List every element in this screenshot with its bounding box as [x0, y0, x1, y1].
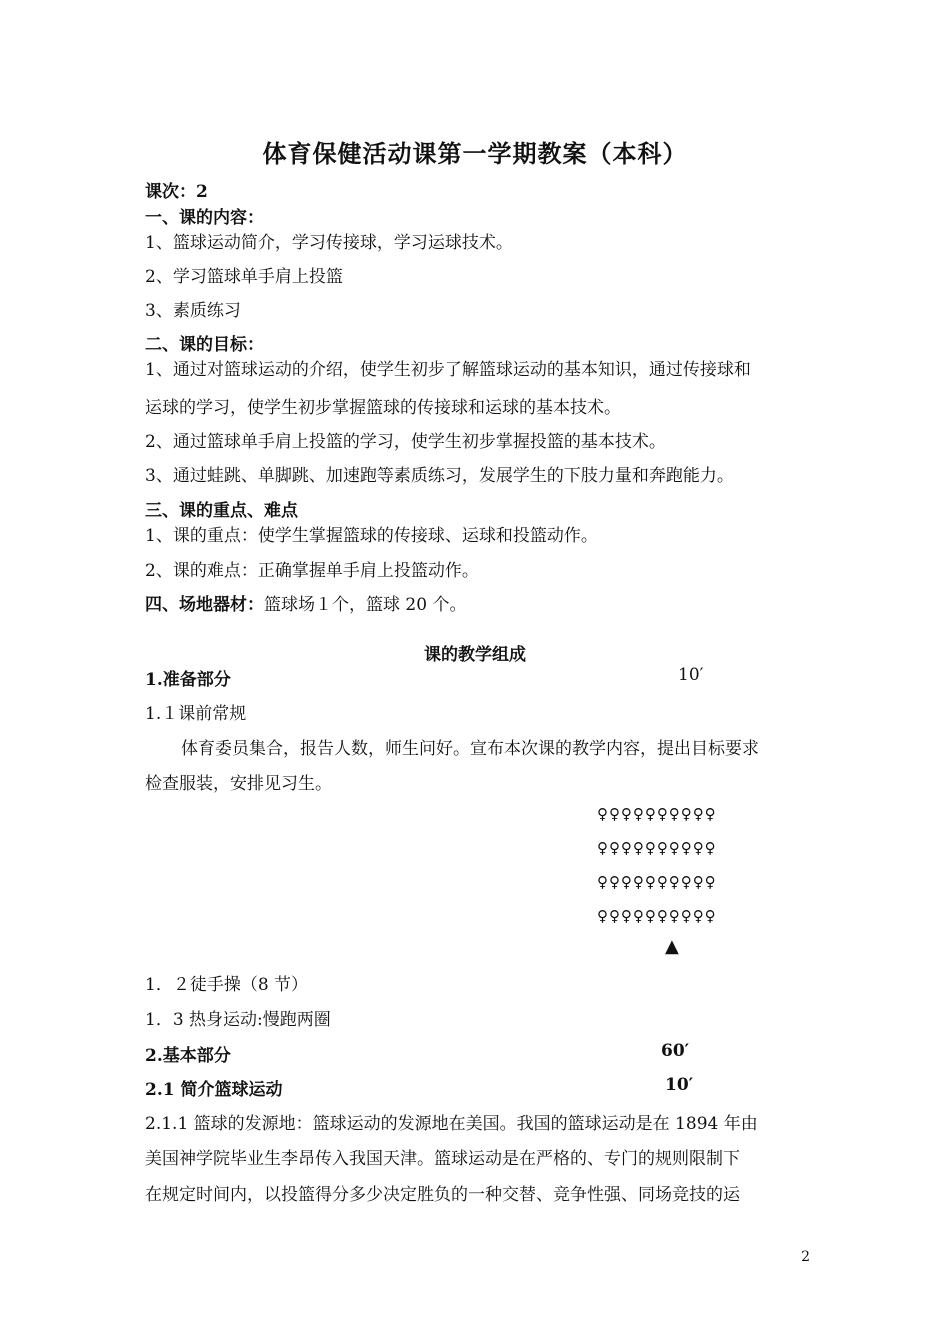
content-item: 3、素质练习: [145, 301, 241, 321]
section-heading-goals: 二、课的目标：: [145, 335, 264, 355]
part2-label: 2.基本部分: [145, 1046, 231, 1066]
goal-item: 运球的学习，使学生初步掌握篮球的传接球和运球的基本技术。: [145, 398, 621, 418]
equipment-text: 篮球场１个，篮球 20 个。: [264, 595, 467, 615]
subsection-1-3: 1．3 热身运动:慢跑两圈: [145, 1010, 331, 1030]
formation-row: ♀♀♀♀♀♀♀♀♀♀: [597, 839, 717, 857]
key-point-item: 1、课的重点：使学生掌握篮球的传接球、运球和投篮动作。: [145, 526, 598, 546]
paragraph-line: 检查服装，安排见习生。: [145, 774, 332, 794]
equipment-line: [145, 590, 466, 615]
content-item: 2、学习篮球单手肩上投篮: [145, 267, 343, 287]
section-heading-content: 一、课的内容：: [145, 208, 264, 228]
equipment-label: 四、场地器材：: [145, 595, 264, 615]
goal-item: 2、通过篮球单手肩上投篮的学习，使学生初步掌握投篮的基本技术。: [145, 432, 666, 452]
page-number: 2: [801, 1249, 810, 1265]
paragraph-line: 在规定时间内，以投篮得分多少决定胜负的一种交替、竞争性强、同场竞技的运: [145, 1185, 740, 1205]
lesson-number: 课次：2: [145, 182, 208, 202]
composition-title: 课的教学组成: [424, 645, 526, 665]
paragraph-line: 体育委员集合，报告人数，师生问好。宣布本次课的教学内容，提出目标要求: [181, 739, 759, 759]
subsection-1-1: 1.１课前常规: [145, 704, 247, 724]
subsection-1-2: 1．２徒手操（8 节）: [145, 975, 309, 995]
goal-item: 3、通过蛙跳、单脚跳、加速跑等素质练习，发展学生的下肢力量和奔跑能力。: [145, 466, 734, 486]
goal-item: 1、通过对篮球运动的介绍，使学生初步了解篮球运动的基本知识，通过传接球和: [145, 360, 751, 380]
paragraph-line: 美国神学院毕业生李昂传入我国天津。篮球运动是在严格的、专门的规则限制下: [145, 1149, 740, 1169]
formation-row: ♀♀♀♀♀♀♀♀♀♀: [597, 805, 717, 823]
subsection-2-1-time: 10′: [665, 1075, 694, 1095]
formation-row: ♀♀♀♀♀♀♀♀♀♀: [597, 873, 717, 891]
key-point-item: 2、课的难点：正确掌握单手肩上投篮动作。: [145, 561, 479, 581]
paragraph-line: 2.1.1 篮球的发源地：篮球运动的发源地在美国。我国的篮球运动是在 1894 年由: [145, 1114, 758, 1134]
part1-label: 1.准备部分: [145, 670, 231, 690]
content-item: 1、篮球运动简介，学习传接球，学习运球技术。: [145, 233, 513, 253]
page-title: 体育保健活动课第一学期教案（本科）: [262, 139, 688, 168]
part2-time: 60′: [661, 1041, 690, 1061]
part1-time: 10′: [678, 665, 704, 685]
subsection-2-1: 2.1 简介篮球运动: [145, 1080, 283, 1100]
formation-row: ♀♀♀♀♀♀♀♀♀♀: [597, 907, 717, 925]
teacher-position-icon: ▲: [665, 936, 679, 957]
section-heading-key-points: 三、课的重点、难点: [145, 501, 298, 521]
formation-diagram: [597, 802, 747, 957]
